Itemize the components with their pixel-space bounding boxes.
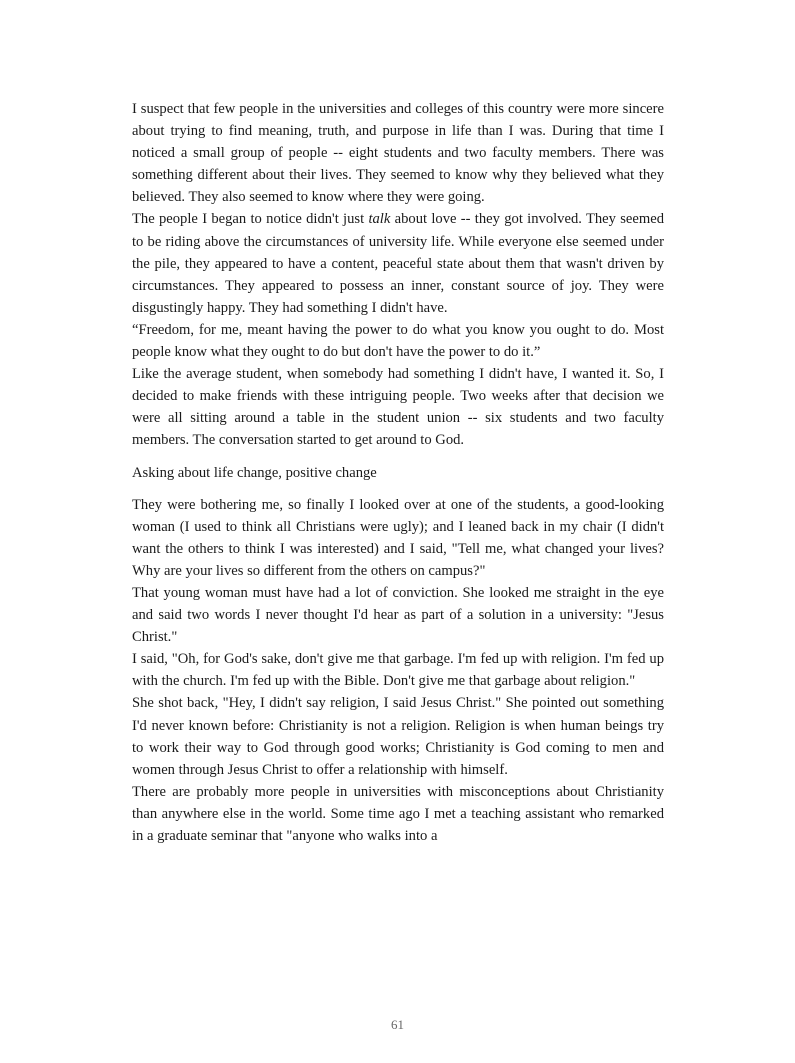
paragraph-text: The people I began to notice didn't just xyxy=(132,211,369,228)
page-number: 61 xyxy=(391,1017,404,1032)
paragraph xyxy=(132,208,664,318)
paragraph: They were bothering me, so finally I looked over at one of the students, a good-looking woman (I used to think all Christians were ugly); and I leaned back in my chair (I didn't want the others to think I was interested) and I said, "Tell me, what changed your lives? Why are your lives so different from the others on campus?" xyxy=(132,496,664,579)
paragraph: That young woman must have had a lot of conviction. She looked me straight in the eye and said two words I never thought I'd hear as part of a solution in a university: "Jesus Christ." xyxy=(132,584,664,646)
paragraph-text: about love -- they got involved. They seemed to be riding above the circumstances of university life. While everyone else seemed under the pile, they appeared to have a content, peaceful state about them that wasn't driven by circumstances. They appeared to possess an inner, constant source of joy. They were disgustingly happy. They had something I didn't have. xyxy=(132,211,664,316)
quotation: “Freedom, for me, meant having the power to do what you know you ought to do. Most people know what they ought to do but don't have the power to do it.” xyxy=(132,321,664,361)
paragraph: She shot back, "Hey, I didn't say religion, I said Jesus Christ." She pointed out something I'd never known before: Christianity is not a religion. Religion is when human beings try to work their way to God through good works; Christianity is God coming to men and women through Jesus Christ to offer a relationship with himself. xyxy=(132,695,664,778)
section-heading: Asking about life change, positive change xyxy=(132,464,377,481)
paragraph: Like the average student, when somebody had something I didn't have, I wanted it. So, I decided to make friends with these intriguing people. Two weeks after that decision we were all sitting around a table in the student union -- six students and two faculty members. The conversation started to get around to God. xyxy=(132,366,664,449)
body-text xyxy=(132,98,664,847)
emphasis-word: talk xyxy=(368,211,391,228)
paragraph: I said, "Oh, for God's sake, don't give me that garbage. I'm fed up with religion. I'm fed up with the church. I'm fed up with the Bible. Don't give me that garbage about religion." xyxy=(132,651,664,690)
paragraph: There are probably more people in universities with misconceptions about Christianity than anywhere else in the world. Some time ago I met a teaching assistant who remarked in a graduate seminar that "anyone who walks into a xyxy=(132,783,664,844)
paragraph: I suspect that few people in the universities and colleges of this country were more sincere about trying to find meaning, truth, and purpose in life than I was. During that time I noticed a small group of people -- eight students and two faculty members. There was something different about their lives. They seemed to know why they believed what they believed. They also seemed to know where they were going. xyxy=(132,101,664,206)
